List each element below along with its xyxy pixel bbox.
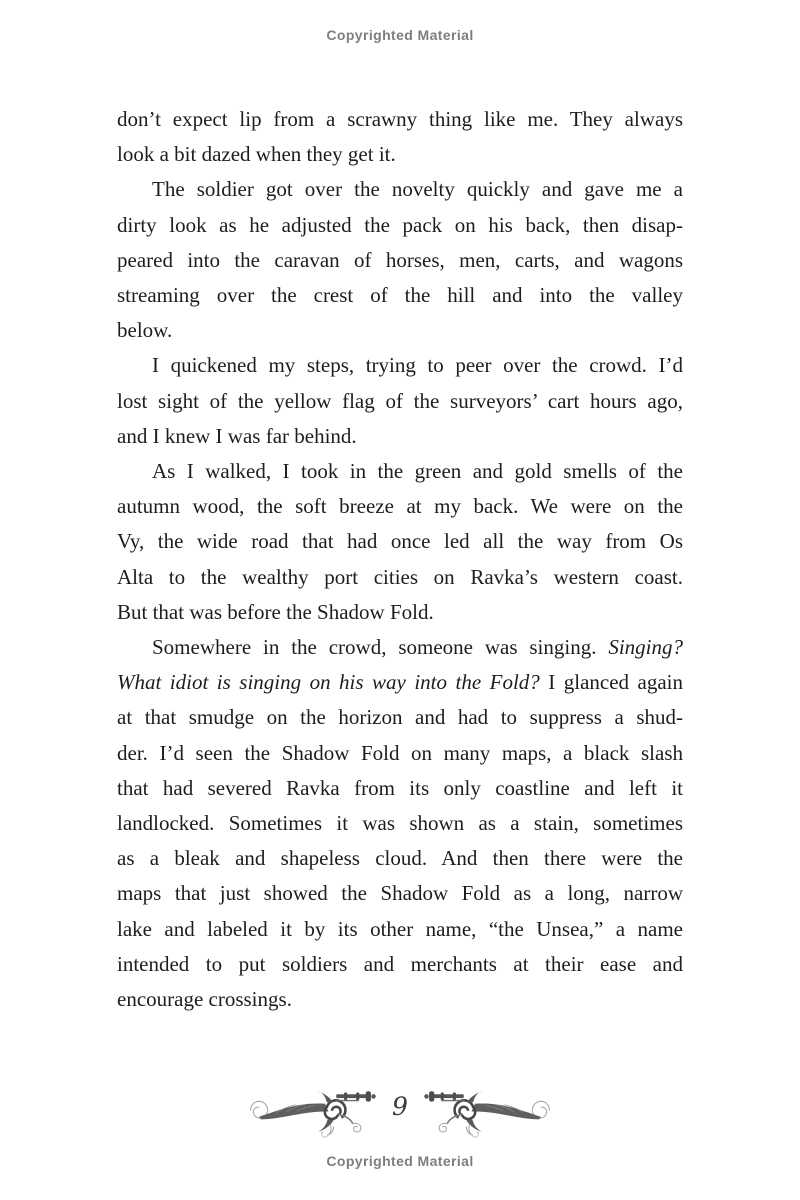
text-segment: and I knew I was far behind. (117, 423, 357, 448)
text-line (117, 489, 683, 524)
text-segment: intended to put soldiers and merchants at their ease and (117, 951, 683, 976)
text-line (117, 102, 683, 137)
text-segment: that had severed Ravka from its only coastline and left it (117, 775, 683, 800)
text-line (117, 665, 683, 700)
flourish-ornament-right (423, 1080, 553, 1138)
text-segment: Vy, the wide road that had once led all the way from Os (117, 529, 683, 554)
text-segment: landlocked. Sometimes it was shown as a stain, sometimes (117, 811, 683, 836)
text-line (117, 560, 683, 595)
text-line (117, 137, 683, 172)
text-line (117, 384, 683, 419)
text-line (117, 243, 683, 278)
copyright-notice-bottom: Copyrighted Material (326, 1153, 474, 1169)
text-line (117, 806, 683, 841)
text-segment: I glanced again (539, 670, 683, 695)
text-line (117, 172, 683, 207)
text-segment: autumn wood, the soft breeze at my back. We were on the (117, 494, 683, 519)
text-line (117, 208, 683, 243)
text-line (117, 841, 683, 876)
text-segment: der. I’d seen the Shadow Fold on many maps, a black slash (117, 740, 683, 765)
text-line (117, 348, 683, 383)
page-number: 9 (392, 1091, 408, 1121)
text-line (117, 982, 683, 1017)
text-segment: peared into the caravan of horses, men, carts, and wagons (117, 247, 683, 272)
text-line (117, 419, 683, 454)
text-segment: maps that just showed the Shadow Fold as a long, narrow (117, 881, 683, 906)
text-line (117, 771, 683, 806)
text-line (117, 630, 683, 665)
flourish-ornament-left (247, 1080, 377, 1138)
text-line (117, 278, 683, 313)
text-segment: Alta to the wealthy port cities on Ravka’s western coast. (117, 564, 683, 589)
text-line (117, 736, 683, 771)
text-segment: Somewhere in the crowd, someone was singing. (152, 635, 609, 660)
text-line (117, 947, 683, 982)
text-segment: As I walked, I took in the green and gold smells of the (152, 459, 683, 484)
text-line (117, 595, 683, 630)
text-segment: encourage crossings. (117, 987, 292, 1012)
text-block (117, 102, 683, 1017)
text-line (117, 313, 683, 348)
page-footer (0, 1080, 800, 1138)
italic-text-segment: Singing? (608, 635, 683, 660)
italic-text-segment: What idiot is singing on his way into the Fold? (117, 670, 540, 695)
text-segment: lost sight of the yellow flag of the surveyors’ cart hours ago, (117, 388, 683, 413)
text-line (117, 912, 683, 947)
text-segment: I quickened my steps, trying to peer over the crowd. I’d (152, 353, 683, 378)
text-segment: lake and labeled it by its other name, “the Unsea,” a name (117, 916, 683, 941)
text-line (117, 454, 683, 489)
text-line (117, 524, 683, 559)
text-segment: don’t expect lip from a scrawny thing like me. They always (117, 107, 683, 131)
text-line (117, 876, 683, 911)
text-segment: look a bit dazed when they get it. (117, 142, 396, 167)
text-line (117, 700, 683, 735)
text-segment: dirty look as he adjusted the pack on his back, then disap- (117, 212, 683, 237)
text-segment: The soldier got over the novelty quickly and gave me a (152, 177, 683, 202)
text-segment: streaming over the crest of the hill and into the valley (117, 283, 683, 308)
text-segment: below. (117, 318, 173, 343)
text-segment: as a bleak and shapeless cloud. And then there were the (117, 846, 683, 871)
text-segment: But that was before the Shadow Fold. (117, 599, 434, 624)
copyright-notice-top: Copyrighted Material (326, 27, 474, 43)
text-segment: at that smudge on the horizon and had to suppress a shud- (117, 705, 683, 730)
